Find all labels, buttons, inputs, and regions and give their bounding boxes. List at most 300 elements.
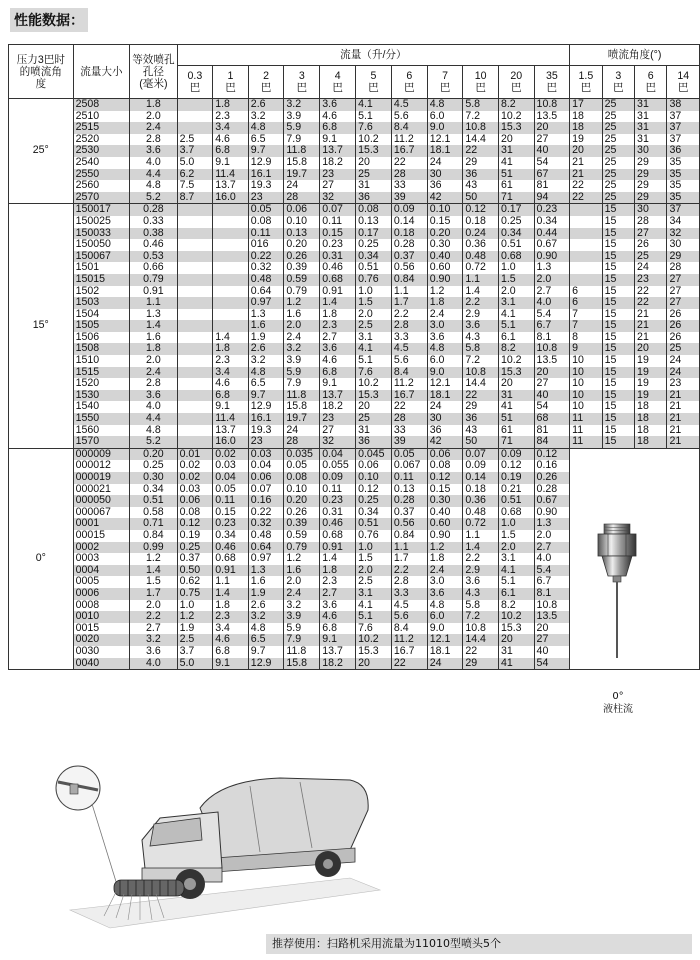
angle-value-cell: 38 [667, 99, 700, 111]
flow-value-cell: 61 [498, 425, 534, 437]
angle-value-cell: 10 [570, 390, 603, 402]
flow-size-cell: 0006 [73, 588, 130, 600]
flow-value-cell: 33 [391, 425, 427, 437]
flow-value-cell: 31 [498, 646, 534, 658]
orifice-cell: 1.4 [130, 320, 177, 332]
flow-value-cell: 0.035 [284, 448, 320, 460]
flow-value-cell: 1.8 [213, 343, 249, 355]
flow-value-cell: 0.91 [213, 565, 249, 577]
flow-value-cell: 1.8 [320, 309, 356, 321]
flow-value-cell: 0.26 [534, 472, 570, 484]
flow-value-cell: 7.6 [356, 367, 392, 379]
flow-value-cell: 12.1 [427, 378, 463, 390]
orifice-cell: 1.2 [130, 553, 177, 565]
flow-size-cell: 1550 [73, 413, 130, 425]
flow-value-cell: 3.6 [427, 588, 463, 600]
orifice-cell: 1.6 [130, 332, 177, 344]
flow-value-cell: 0.90 [427, 274, 463, 286]
flow-value-cell: 0.64 [248, 286, 284, 298]
header-orifice [130, 45, 177, 99]
flow-value-cell: 1.0 [498, 262, 534, 274]
flow-value-cell: 71 [498, 436, 534, 448]
flow-value-cell: 0.055 [320, 460, 356, 472]
flow-value-cell: 7.6 [356, 623, 392, 635]
angle-value-cell: 10 [570, 367, 603, 379]
flow-value-cell [177, 425, 213, 437]
flow-value-cell: 36 [356, 436, 392, 448]
flow-value-cell: 0.48 [463, 507, 499, 519]
orifice-cell: 0.51 [130, 495, 177, 507]
flow-value-cell: 18.1 [427, 145, 463, 157]
angle-value-cell: 20 [570, 145, 603, 157]
flow-value-cell: 6.8 [213, 646, 249, 658]
flow-value-cell: 0.18 [463, 484, 499, 496]
flow-value-cell: 3.7 [177, 145, 213, 157]
pressure-unit: 巴 [475, 82, 486, 94]
flow-value-cell: 1.6 [248, 576, 284, 588]
flow-value-cell: 0.07 [463, 448, 499, 460]
flow-value-cell: 5.9 [284, 122, 320, 134]
flow-size-cell: 0015 [73, 623, 130, 635]
flow-value-cell: 6.7 [534, 576, 570, 588]
header-line: 孔径 [142, 65, 164, 78]
angle-value-cell: 22 [570, 192, 603, 204]
flow-value-cell: 1.8 [320, 565, 356, 577]
flow-value-cell: 6.8 [213, 145, 249, 157]
flow-value-cell: 1.2 [427, 542, 463, 554]
flow-value-cell: 10.2 [498, 355, 534, 367]
flow-value-cell: 5.6 [391, 111, 427, 123]
pressure-value: 1 [227, 70, 234, 82]
flow-size-cell: 2520 [73, 134, 130, 146]
flow-value-cell: 0.28 [391, 239, 427, 251]
flow-value-cell: 29 [463, 658, 499, 670]
flow-value-cell: 1.2 [177, 611, 213, 623]
orifice-cell: 2.2 [130, 611, 177, 623]
flow-value-cell: 2.0 [356, 309, 392, 321]
pressure-unit: 巴 [260, 82, 272, 94]
orifice-cell: 2.8 [130, 134, 177, 146]
flow-value-cell: 0.30 [427, 239, 463, 251]
flow-value-cell: 5.1 [498, 576, 534, 588]
orifice-cell: 0.91 [130, 286, 177, 298]
orifice-cell: 0.34 [130, 484, 177, 496]
flow-size-cell: 150050 [73, 239, 130, 251]
flow-value-cell: 1.3 [248, 309, 284, 321]
angle-value-cell: 18 [635, 413, 667, 425]
flow-value-cell: 2.0 [498, 286, 534, 298]
flow-value-cell: 1.8 [427, 297, 463, 309]
angle-value-cell: 15 [602, 216, 634, 228]
flow-value-cell: 0.18 [463, 216, 499, 228]
angle-value-cell: 27 [667, 286, 700, 298]
flow-size-cell: 000067 [73, 507, 130, 519]
flow-size-cell: 150067 [73, 251, 130, 263]
flow-value-cell: 29 [463, 157, 499, 169]
flow-pressure-header [284, 66, 320, 99]
angle-value-cell [570, 204, 603, 216]
flow-value-cell: 0.20 [284, 495, 320, 507]
flow-value-cell: 41 [498, 157, 534, 169]
flow-value-cell: 10.8 [463, 623, 499, 635]
flow-value-cell: 0.16 [534, 460, 570, 472]
angle-value-cell: 15 [602, 332, 634, 344]
flow-size-cell: 1502 [73, 286, 130, 298]
flow-value-cell: 0.46 [320, 262, 356, 274]
flow-value-cell: 2.2 [463, 297, 499, 309]
flow-value-cell: 22 [391, 658, 427, 670]
flow-value-cell: 7.5 [177, 180, 213, 192]
flow-value-cell: 11.4 [213, 169, 249, 181]
flow-value-cell: 016 [248, 239, 284, 251]
angle-value-cell: 25 [667, 343, 700, 355]
flow-value-cell: 0.02 [177, 472, 213, 484]
angle-value-cell: 21 [635, 332, 667, 344]
flow-value-cell: 1.9 [177, 623, 213, 635]
flow-value-cell: 0.09 [320, 472, 356, 484]
flow-value-cell: 50 [463, 436, 499, 448]
flow-value-cell: 0.11 [391, 472, 427, 484]
flow-value-cell: 1.7 [391, 297, 427, 309]
flow-value-cell: 5.9 [284, 367, 320, 379]
flow-value-cell: 2.0 [284, 320, 320, 332]
table-row [9, 286, 700, 298]
flow-value-cell: 0.68 [498, 507, 534, 519]
flow-value-cell: 7.2 [463, 611, 499, 623]
angle-value-cell: 29 [635, 169, 667, 181]
header-flow: 流量（升/分） [177, 45, 570, 66]
angle-value-cell: 28 [635, 216, 667, 228]
flow-value-cell: 0.51 [498, 239, 534, 251]
flow-value-cell: 24 [284, 425, 320, 437]
flow-value-cell: 0.14 [463, 472, 499, 484]
table-row [9, 320, 700, 332]
pressure-value: 1.5 [578, 70, 594, 82]
flow-value-cell: 1.0 [356, 286, 392, 298]
flow-value-cell: 0.13 [391, 484, 427, 496]
flow-value-cell: 11.2 [391, 378, 427, 390]
flow-size-cell: 000021 [73, 484, 130, 496]
angle-value-cell [570, 274, 603, 286]
flow-value-cell: 0.36 [463, 495, 499, 507]
flow-value-cell: 19.3 [248, 425, 284, 437]
flow-value-cell: 0.64 [248, 542, 284, 554]
flow-value-cell: 30 [427, 169, 463, 181]
flow-value-cell: 0.67 [534, 239, 570, 251]
flow-value-cell: 18.2 [320, 658, 356, 670]
flow-value-cell: 4.8 [248, 367, 284, 379]
flow-value-cell: 8.2 [498, 99, 534, 111]
orifice-cell: 0.33 [130, 216, 177, 228]
flow-value-cell: 3.6 [463, 576, 499, 588]
angle-value-cell: 27 [667, 274, 700, 286]
flow-value-cell [177, 390, 213, 402]
flow-value-cell: 4.6 [320, 355, 356, 367]
flow-value-cell: 0.44 [534, 228, 570, 240]
pressure-unit: 巴 [580, 82, 592, 94]
table-row [9, 484, 700, 496]
flow-value-cell: 4.1 [356, 343, 392, 355]
flow-size-cell: 000050 [73, 495, 130, 507]
flow-value-cell: 9.7 [248, 145, 284, 157]
flow-value-cell: 9.7 [248, 390, 284, 402]
pressure-value: 3 [615, 70, 622, 82]
flow-value-cell: 54 [534, 401, 570, 413]
flow-value-cell: 10.2 [356, 134, 392, 146]
angle-value-cell: 15 [602, 286, 634, 298]
flow-value-cell: 18.2 [320, 157, 356, 169]
flow-value-cell: 0.06 [177, 495, 213, 507]
angle-value-cell: 29 [635, 157, 667, 169]
flow-value-cell: 6.7 [534, 320, 570, 332]
flow-value-cell: 24 [427, 401, 463, 413]
flow-value-cell: 27 [320, 180, 356, 192]
flow-pressure-header [356, 66, 392, 99]
flow-pressure-header [534, 66, 570, 99]
table-row [9, 99, 700, 111]
flow-value-cell: 7.2 [463, 111, 499, 123]
flow-size-cell: 00015 [73, 530, 130, 542]
angle-value-cell: 7 [570, 309, 603, 321]
angle-value-cell: 37 [667, 134, 700, 146]
flow-value-cell: 0.50 [177, 565, 213, 577]
table-row [9, 448, 700, 460]
flow-size-cell: 150017 [73, 204, 130, 216]
flow-value-cell: 0.23 [213, 518, 249, 530]
angle-value-cell: 22 [635, 297, 667, 309]
flow-value-cell: 9.0 [427, 122, 463, 134]
flow-value-cell [177, 401, 213, 413]
pressure-unit: 巴 [677, 82, 689, 94]
flow-value-cell: 0.40 [427, 251, 463, 263]
flow-value-cell [177, 99, 213, 111]
flow-pressure-header [427, 66, 463, 99]
flow-value-cell: 0.97 [248, 297, 284, 309]
angle-value-cell: 21 [570, 157, 603, 169]
flow-value-cell: 0.56 [391, 262, 427, 274]
flow-value-cell: 0.05 [284, 460, 320, 472]
flow-value-cell: 6.8 [213, 390, 249, 402]
flow-value-cell: 0.17 [498, 204, 534, 216]
flow-value-cell: 0.34 [356, 251, 392, 263]
flow-value-cell: 2.5 [356, 576, 392, 588]
table-row [9, 134, 700, 146]
flow-size-cell: 1505 [73, 320, 130, 332]
flow-value-cell [177, 251, 213, 263]
angle-value-cell: 20 [635, 343, 667, 355]
table-row [9, 472, 700, 484]
flow-value-cell: 0.11 [213, 495, 249, 507]
flow-value-cell: 0.32 [248, 518, 284, 530]
angle-value-cell: 22 [570, 180, 603, 192]
flow-value-cell: 2.2 [463, 553, 499, 565]
angle-value-cell: 15 [602, 204, 634, 216]
angle-value-cell: 10 [570, 401, 603, 413]
flow-value-cell: 84 [534, 436, 570, 448]
flow-value-cell: 20 [356, 401, 392, 413]
flow-value-cell: 13.7 [213, 425, 249, 437]
flow-value-cell: 0.19 [177, 530, 213, 542]
flow-value-cell [213, 286, 249, 298]
flow-value-cell: 4.6 [213, 378, 249, 390]
angle-value-cell: 15 [602, 239, 634, 251]
flow-value-cell: 1.5 [356, 297, 392, 309]
flow-value-cell: 0.34 [213, 530, 249, 542]
flow-value-cell: 3.0 [427, 320, 463, 332]
flow-value-cell: 3.6 [320, 600, 356, 612]
flow-size-cell: 1540 [73, 401, 130, 413]
flow-value-cell: 3.3 [391, 332, 427, 344]
table-row [9, 425, 700, 437]
angle-value-cell: 29 [667, 251, 700, 263]
flow-value-cell: 16.7 [391, 145, 427, 157]
pressure-unit: 巴 [510, 82, 522, 94]
flow-value-cell: 1.2 [284, 553, 320, 565]
table-row [9, 157, 700, 169]
flow-value-cell [177, 332, 213, 344]
flow-value-cell: 0.08 [284, 472, 320, 484]
table-row [9, 332, 700, 344]
flow-value-cell: 0.60 [427, 262, 463, 274]
flow-value-cell: 12.1 [427, 634, 463, 646]
angle-value-cell: 21 [635, 320, 667, 332]
flow-size-cell: 1501 [73, 262, 130, 274]
flow-size-cell: 1510 [73, 355, 130, 367]
flow-value-cell: 2.8 [391, 320, 427, 332]
angle-value-cell: 22 [635, 286, 667, 298]
angle-value-cell: 15 [602, 378, 634, 390]
angle-value-cell: 37 [667, 111, 700, 123]
flow-value-cell: 13.5 [534, 611, 570, 623]
angle-value-cell: 27 [635, 228, 667, 240]
flow-size-cell: 000019 [73, 472, 130, 484]
table-row [9, 355, 700, 367]
flow-value-cell: 32 [320, 192, 356, 204]
flow-value-cell: 8.4 [391, 122, 427, 134]
flow-value-cell: 8.2 [498, 343, 534, 355]
spray-angle-group-label: 15° [9, 204, 74, 448]
angle-value-cell: 37 [667, 204, 700, 216]
flow-value-cell: 8.4 [391, 367, 427, 379]
flow-value-cell [177, 320, 213, 332]
angle-value-cell: 21 [667, 401, 700, 413]
flow-value-cell: 11.8 [284, 646, 320, 658]
flow-value-cell: 0.09 [391, 204, 427, 216]
angle-value-cell: 29 [635, 180, 667, 192]
spray-angle-group-label: 0° [9, 448, 74, 669]
flow-value-cell [177, 343, 213, 355]
flow-value-cell: 13.7 [320, 646, 356, 658]
pressure-unit: 巴 [296, 82, 308, 94]
flow-value-cell: 0.90 [534, 251, 570, 263]
flow-value-cell: 15.3 [356, 390, 392, 402]
flow-value-cell: 10.8 [534, 343, 570, 355]
flow-value-cell [213, 297, 249, 309]
flow-value-cell: 10.8 [463, 122, 499, 134]
flow-value-cell: 3.2 [284, 600, 320, 612]
angle-value-cell: 15 [602, 413, 634, 425]
flow-value-cell: 22 [463, 145, 499, 157]
orifice-cell: 4.4 [130, 413, 177, 425]
flow-pressure-header [213, 66, 249, 99]
flow-value-cell: 8.1 [534, 332, 570, 344]
flow-size-cell: 2540 [73, 157, 130, 169]
flow-value-cell: 2.0 [534, 274, 570, 286]
flow-value-cell: 13.7 [320, 390, 356, 402]
flow-value-cell: 27 [320, 425, 356, 437]
flow-value-cell: 4.5 [391, 343, 427, 355]
flow-value-cell: 40 [534, 145, 570, 157]
flow-value-cell: 2.0 [284, 576, 320, 588]
orifice-cell: 4.0 [130, 157, 177, 169]
flow-value-cell: 0.11 [320, 484, 356, 496]
flow-value-cell: 1.1 [391, 542, 427, 554]
pressure-value: 4 [334, 70, 341, 82]
flow-value-cell: 14.4 [463, 134, 499, 146]
flow-pressure-header [320, 66, 356, 99]
flow-value-cell: 9.1 [213, 157, 249, 169]
flow-value-cell: 4.3 [463, 588, 499, 600]
flow-size-cell: 1530 [73, 390, 130, 402]
flow-value-cell: 0.25 [356, 239, 392, 251]
flow-value-cell: 4.3 [463, 332, 499, 344]
empty-cell [570, 495, 700, 507]
flow-value-cell [213, 309, 249, 321]
flow-value-cell: 2.4 [284, 332, 320, 344]
pressure-value: 7 [442, 70, 448, 82]
flow-value-cell: 32 [320, 436, 356, 448]
flow-size-cell: 0002 [73, 542, 130, 554]
angle-value-cell: 35 [667, 192, 700, 204]
flow-value-cell: 0.51 [356, 262, 392, 274]
flow-value-cell: 7.9 [284, 378, 320, 390]
angle-value-cell: 11 [570, 425, 603, 437]
angle-value-cell: 15 [602, 262, 634, 274]
pressure-value: 5 [370, 70, 377, 82]
flow-value-cell: 2.6 [248, 343, 284, 355]
angle-value-cell: 28 [667, 262, 700, 274]
flow-value-cell: 0.06 [284, 204, 320, 216]
flow-value-cell: 43 [463, 425, 499, 437]
flow-value-cell: 1.0 [498, 518, 534, 530]
flow-value-cell: 0.12 [498, 460, 534, 472]
flow-value-cell: 0.60 [427, 518, 463, 530]
flow-value-cell [177, 204, 213, 216]
flow-value-cell: 0.48 [248, 530, 284, 542]
flow-value-cell: 9.1 [320, 634, 356, 646]
flow-value-cell [177, 228, 213, 240]
table-row [9, 204, 700, 216]
flow-value-cell [177, 262, 213, 274]
flow-value-cell: 3.1 [356, 332, 392, 344]
flow-value-cell: 14.4 [463, 634, 499, 646]
flow-value-cell [213, 204, 249, 216]
flow-value-cell: 0.045 [356, 448, 392, 460]
flow-value-cell: 31 [498, 145, 534, 157]
angle-value-cell: 25 [602, 134, 634, 146]
flow-value-cell: 4.1 [356, 99, 392, 111]
flow-value-cell: 2.7 [534, 542, 570, 554]
orifice-cell: 1.1 [130, 297, 177, 309]
orifice-cell: 0.20 [130, 448, 177, 460]
angle-value-cell: 15 [602, 390, 634, 402]
flow-value-cell: 4.6 [213, 634, 249, 646]
flow-value-cell: 61 [498, 180, 534, 192]
angle-value-cell: 31 [635, 122, 667, 134]
flow-value-cell: 6.0 [427, 611, 463, 623]
flow-size-cell: 2550 [73, 169, 130, 181]
table-row [9, 390, 700, 402]
